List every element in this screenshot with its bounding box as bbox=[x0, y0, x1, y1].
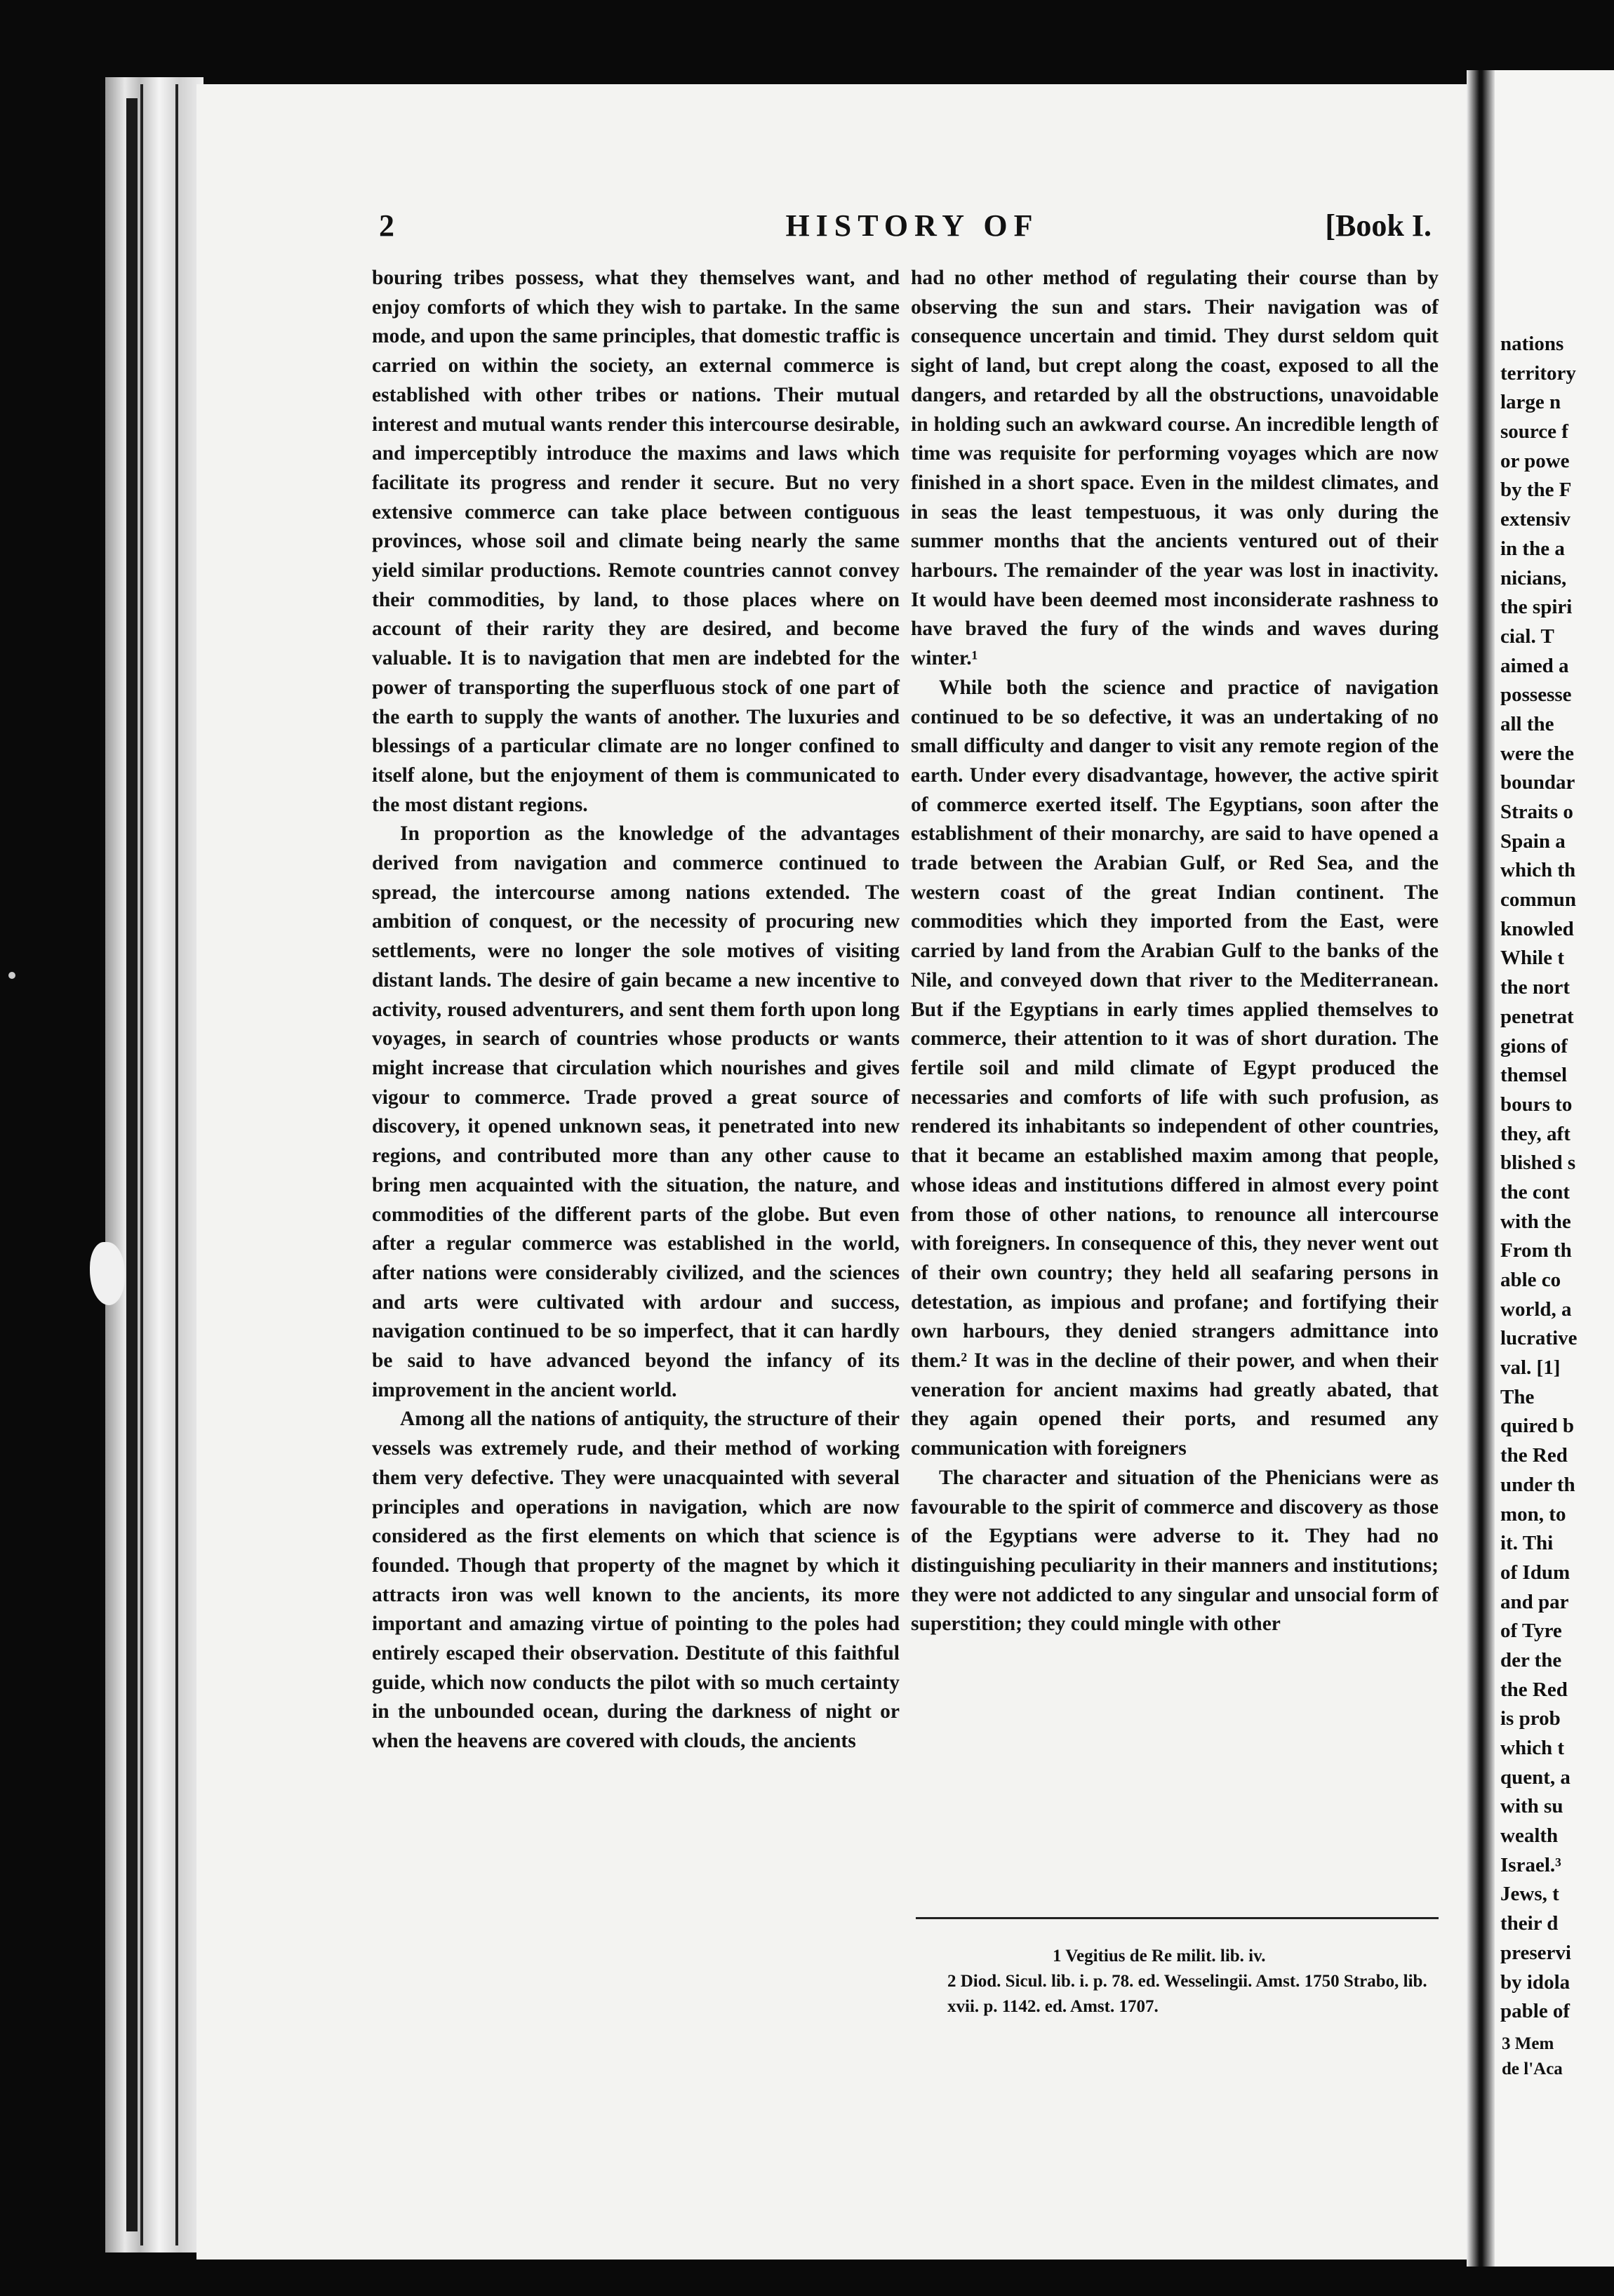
facing-page-line: possesse bbox=[1500, 683, 1572, 707]
facing-page-line: quired b bbox=[1500, 1415, 1575, 1438]
paragraph: Among all the nations of antiquity, the structure of their vessels was extremely rude, and their method of working them very defective. They were unacquainted with several principles and operations in navigation, which are now considered as the first elements on which that science is founded. Though that property of the magnet by which it attracts iron was well known to the ancients, its more important and amazing virtue of pointing to the poles had entirely escaped their observation. Destitute of this faithful guide, which now conducts the pilot with so much certainty in the unbounded ocean, during the darkness of night or when the heavens are covered with clouds, the ancients bbox=[372, 1408, 900, 1753]
facing-page-line: which t bbox=[1500, 1737, 1565, 1759]
facing-page-line: Israel.³ bbox=[1500, 1853, 1561, 1876]
facing-page-line: the nort bbox=[1500, 976, 1570, 999]
facing-page-line: and par bbox=[1500, 1590, 1569, 1613]
binding-shadow bbox=[126, 98, 138, 2231]
facing-page-line: source f bbox=[1500, 420, 1568, 443]
facing-page-line: preservi bbox=[1500, 1941, 1571, 1964]
facing-page-footnotes bbox=[1502, 2031, 1614, 2082]
facing-page-line: of Idum bbox=[1500, 1561, 1570, 1584]
running-head bbox=[379, 208, 1446, 250]
footnote-2: 2 Diod. Sicul. lib. i. p. 78. ed. Wesselingii. Amst. 1750 Strabo, lib. xvii. p. 1142. ed. Amst. 1707. bbox=[947, 1972, 1427, 2016]
facing-page-line: the cont bbox=[1500, 1180, 1570, 1203]
facing-page-line: penetrat bbox=[1500, 1005, 1574, 1028]
facing-page-line: bours to bbox=[1500, 1093, 1573, 1116]
facing-page-line: their d bbox=[1500, 1912, 1559, 1935]
facing-page-line: they, aft bbox=[1500, 1122, 1570, 1145]
facing-page-text bbox=[1500, 330, 1614, 2027]
facing-page-line: themsel bbox=[1500, 1064, 1568, 1087]
facing-page-line: or powe bbox=[1500, 449, 1570, 472]
footnote-1: 1 Vegitius de Re milit. lib. iv. bbox=[1053, 1947, 1266, 1965]
facing-page bbox=[1495, 70, 1614, 2267]
facing-page-line: of Tyre bbox=[1500, 1620, 1562, 1643]
facing-page-line: wealth bbox=[1500, 1824, 1559, 1848]
running-title: HISTORY OF bbox=[785, 208, 1039, 243]
facing-page-line: the spiri bbox=[1500, 596, 1573, 619]
facing-page-line: the Red bbox=[1500, 1444, 1568, 1467]
facing-page-line: val. [1] bbox=[1500, 1356, 1561, 1380]
binding-edge bbox=[175, 84, 178, 2245]
facing-page-line: quent, a bbox=[1500, 1766, 1570, 1789]
right-column bbox=[911, 264, 1439, 1639]
book-label: [Book I. bbox=[1325, 208, 1432, 243]
facing-page-line: From th bbox=[1500, 1239, 1572, 1262]
paragraph: bouring tribes possess, what they themselves want, and enjoy comforts of which they wish to partake. In the same mode, and upon the same principles, that domestic traffic is carried on within the society, an external commerce is established with other tribes or nations. Their mutual interest and mutual wants render this intercourse desirable, and imperceptibly introduce the maxims and laws which facilitate its progress and render it secure. But no very extensive commerce can take place between contiguous provinces, whose soil and climate being nearly the same yield similar productions. Remote countries cannot convey their commodities, by land, to those places where on account of their rarity they are desired, and become valuable. It is to navigation that men are indebted for the power of transporting the superfluous stock of one part of the earth to supply the wants of another. The luxuries and blessings of a particular climate are no longer confined to itself alone, but the enjoyment of them is communicated to the most distant regions. bbox=[372, 267, 900, 816]
facing-page-line: territory bbox=[1500, 361, 1576, 385]
facing-page-line: blished s bbox=[1500, 1152, 1576, 1175]
paragraph: While both the science and practice of navigation continued to be so defective, it was an undertaking of no small difficulty and danger to visit any remote region of the earth. Under every disadvantage, however, the active spirit of commerce exerted itself. The Egyptians, soon after the establishment of their monarchy, are said to have opened a trade between the Arabian Gulf, or Red Sea, and the western coast of the great Indian continent. The commodities which they imported from the East, were carried by land from the Arabian Gulf to the banks of the Nile, and conveyed down that river to the Mediterranean. But if the Egyptians in early times applied themselves to commerce, their attention to it was of short duration. The fertile soil and mild climate of Egypt produced the necessaries and comforts of life with such profusion, as rendered its inhabitants so independent of other countries, that it became an established maxim among that people, whose ideas and institutions differed in almost every point from those of other nations, to renounce all intercourse with foreigners. In consequence of this, they never went out of their own country; they held all seafaring persons in detestation, as impious and profane; and fortifying their own harbours, they denied strangers admittance into them.² It was in the decline of their power, and when their veneration for ancient maxims had greatly abated, that they again opened their ports, and resumed any communication with foreigners bbox=[911, 676, 1439, 1460]
facing-page-footnote-line: de l'Aca bbox=[1502, 2060, 1563, 2078]
facing-page-line: which th bbox=[1500, 859, 1576, 882]
footnotes bbox=[912, 1944, 1446, 2020]
paragraph: In proportion as the knowledge of the advantages derived from navigation and commerce continued to spread, the intercourse among nations extended. The ambition of conquest, or the necessity of procuring new settlements, were no longer the sole motives of visiting distant lands. The desire of gain became a new incentive to activity, roused adventurers, and sent them forth upon long voyages, in search of countries whose products or wants might increase that circulation which nourishes and gives vigour to commerce. Trade proved a great source of discovery, it opened unknown seas, it penetrated into new regions, and contributed more than any other cause to bring men acquainted with the situation, the nature, and commodities of the different parts of the globe. But even after a regular commerce was established in the world, after nations were considerably civilized, and the sciences and arts were cultivated with ardour and success, navigation continued to be so imperfect, that it can hardly be said to have advanced beyond the infancy of its improvement in the ancient world. bbox=[372, 822, 900, 1401]
facing-page-line: is prob bbox=[1500, 1707, 1561, 1730]
facing-page-line: Straits o bbox=[1500, 801, 1573, 823]
facing-page-line: Jews, t bbox=[1500, 1883, 1559, 1906]
page-fold bbox=[1467, 70, 1495, 2267]
facing-page-line: extensiv bbox=[1500, 508, 1570, 531]
facing-page-line: nations bbox=[1500, 333, 1564, 355]
facing-page-line: mon, to bbox=[1500, 1502, 1566, 1526]
facing-page-line: Spain a bbox=[1500, 829, 1566, 853]
binding-edge bbox=[140, 84, 143, 2245]
facing-page-line: with su bbox=[1500, 1795, 1563, 1818]
facing-page-line: able co bbox=[1500, 1269, 1561, 1291]
facing-page-line: were the bbox=[1500, 742, 1574, 765]
facing-page-line: by idola bbox=[1500, 1970, 1570, 1994]
binding-gutter bbox=[105, 77, 204, 2252]
facing-page-line: under th bbox=[1500, 1473, 1575, 1496]
facing-page-line: nicians, bbox=[1500, 566, 1567, 589]
facing-page-line: The bbox=[1500, 1385, 1535, 1408]
facing-page-line: in the a bbox=[1500, 537, 1565, 560]
facing-page-line: large n bbox=[1500, 391, 1561, 414]
facing-page-line: aimed a bbox=[1500, 654, 1569, 677]
facing-page-line: world, a bbox=[1500, 1297, 1572, 1321]
left-column bbox=[372, 264, 900, 1756]
footnote-rule bbox=[916, 1917, 1439, 1919]
facing-page-line: gions of bbox=[1500, 1034, 1568, 1057]
facing-page-footnote-line: 3 Mem bbox=[1502, 2034, 1554, 2053]
paragraph: The character and situation of the Phenicians were as favourable to the spirit of commerce and discovery as those of the Egyptians were adverse to it. They had no distinguishing peculiarity in their manners and institutions; they were not addicted to any singular and unsocial form of superstition; they could mingle with other bbox=[911, 1466, 1439, 1636]
facing-page-line: lucrative bbox=[1500, 1327, 1578, 1350]
page-number: 2 bbox=[379, 208, 394, 243]
facing-page-line: commun bbox=[1500, 888, 1576, 912]
paragraph: had no other method of regulating their course than by observing the sun and stars. Their navigation was of consequence uncertain and timid. They durst seldom quit sight of land, but crept along the coast, exposed to all the dangers, and retarded by all the obstructions, unavoidable in holding such an awkward course. An incredible length of time was requisite for performing voyages which are now finished in a short space. Even in the mildest climates, and in seas the least tempestuous, it was only during the summer months that the ancients ventured out of their harbours. The remainder of the year was lost in inactivity. It would have been deemed most inconsiderate rashness to have braved the fury of the winds and waves during winter.¹ bbox=[911, 267, 1439, 670]
facing-page-line: boundar bbox=[1500, 771, 1575, 794]
facing-page-line: with the bbox=[1500, 1210, 1571, 1233]
facing-page-line: by the F bbox=[1500, 479, 1572, 502]
facing-page-line: pable of bbox=[1500, 2000, 1570, 2023]
facing-page-line: der the bbox=[1500, 1648, 1562, 1671]
facing-page-line: While t bbox=[1500, 947, 1565, 970]
facing-page-line: all the bbox=[1500, 712, 1554, 735]
paper-blemish bbox=[90, 1242, 125, 1305]
facing-page-line: knowled bbox=[1500, 917, 1574, 940]
facing-page-line: the Red bbox=[1500, 1678, 1568, 1701]
scan-speck bbox=[8, 972, 15, 979]
facing-page-line: it. Thi bbox=[1500, 1532, 1554, 1555]
facing-page-line: cial. T bbox=[1500, 625, 1554, 648]
